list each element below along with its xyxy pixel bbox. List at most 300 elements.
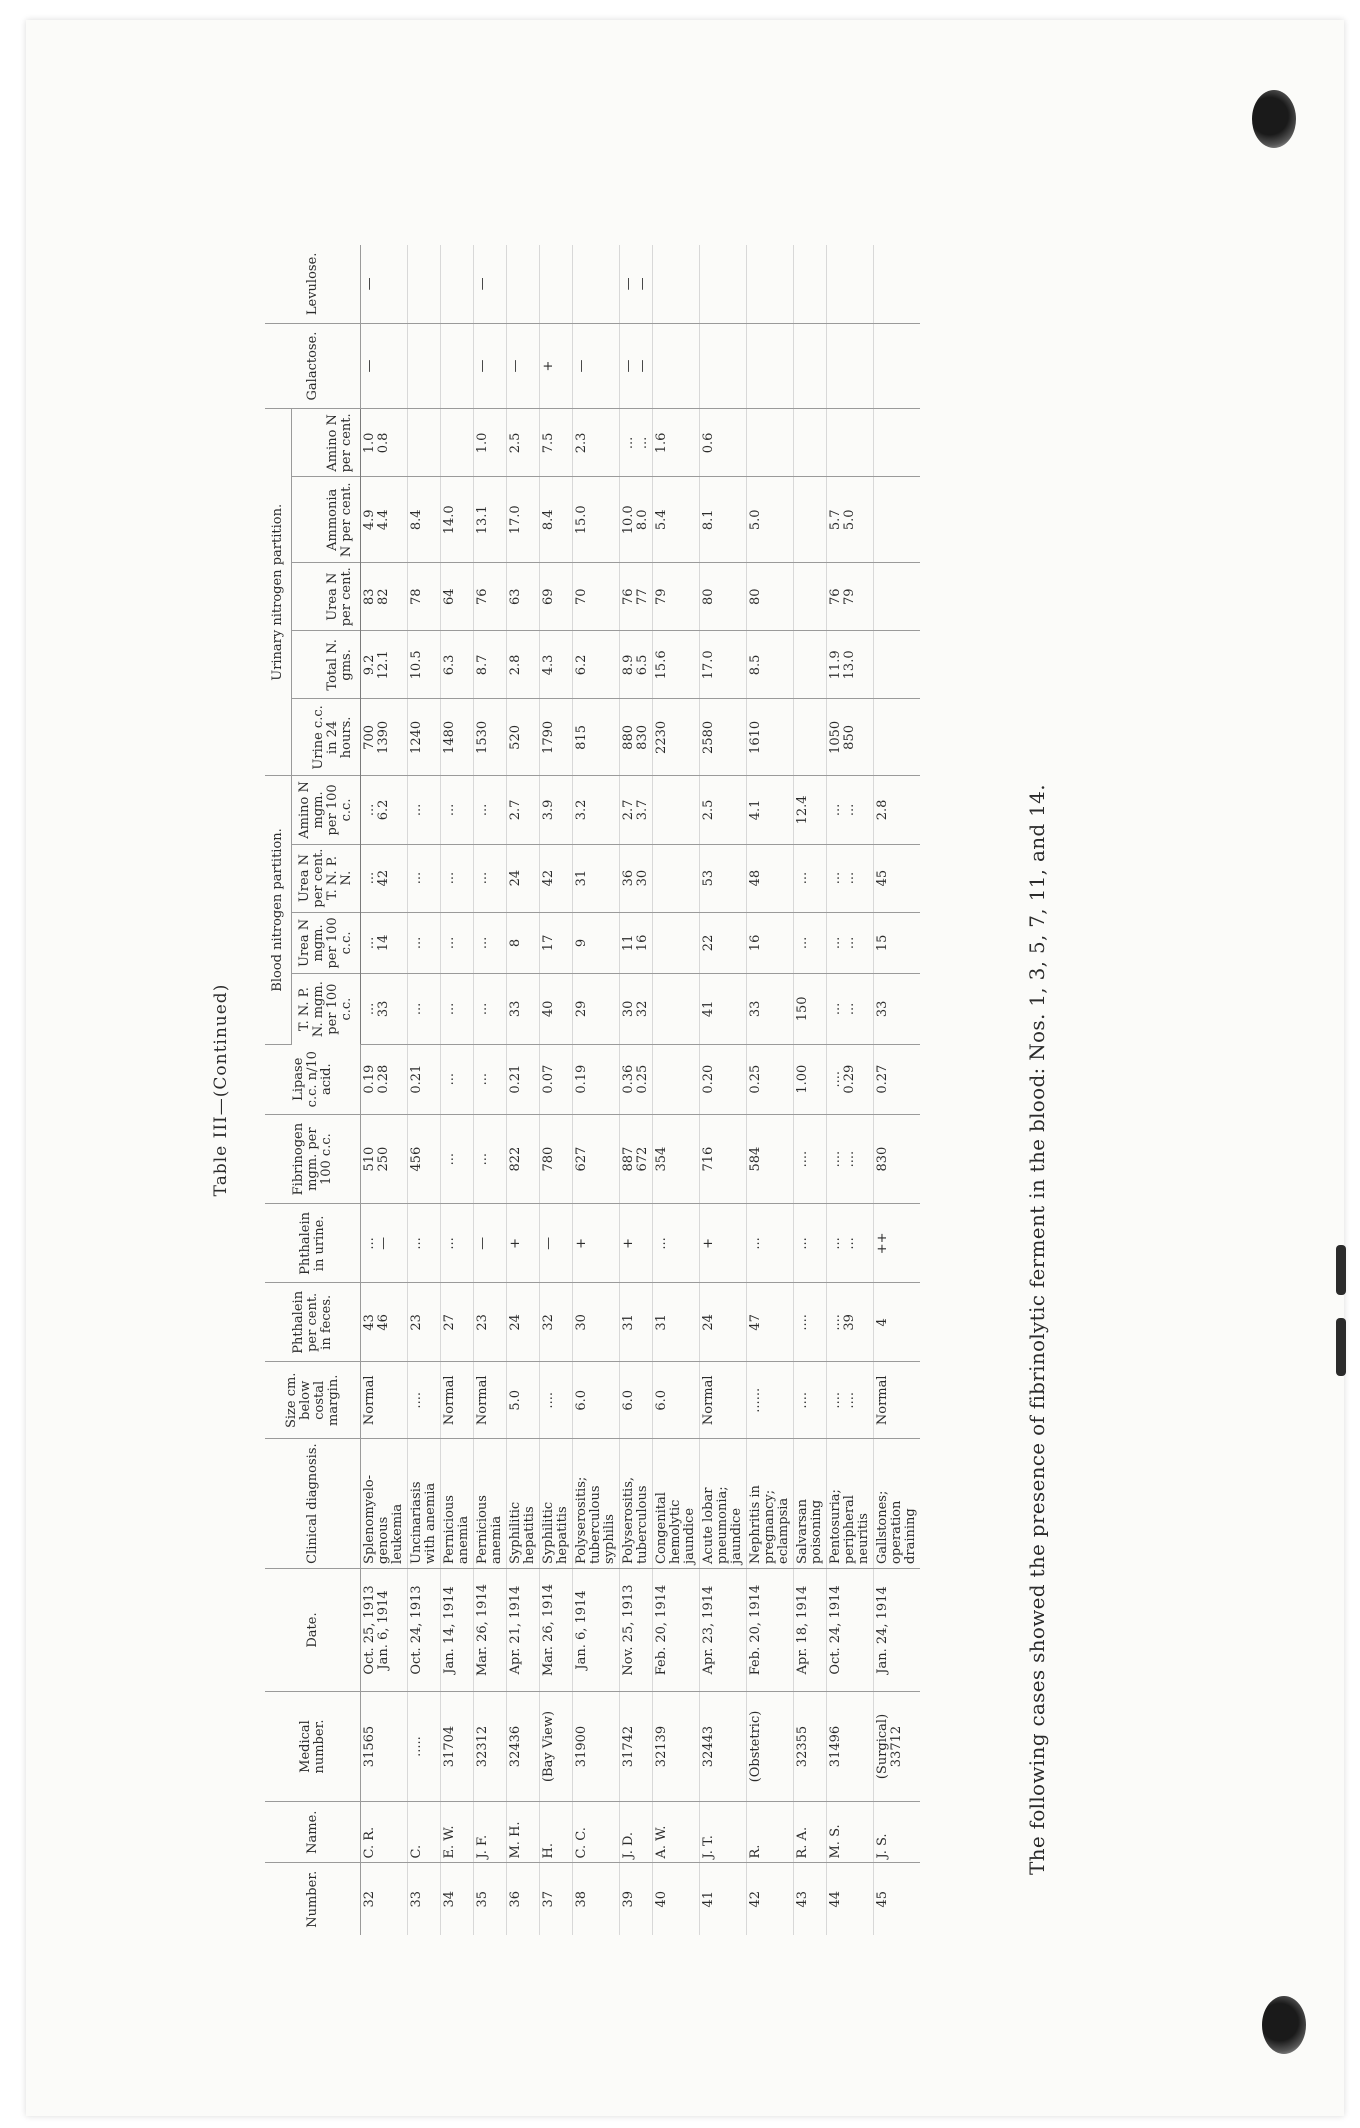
group-blood-nitrogen: Blood nitrogen partition. bbox=[265, 776, 292, 1044]
table-cell: Mar. 26, 1914 bbox=[474, 1568, 507, 1691]
table-cell: ...... bbox=[747, 1362, 794, 1439]
table-cell: ..... bbox=[408, 1692, 441, 1802]
table-cell: Jan. 24, 1914 bbox=[874, 1568, 921, 1691]
table-row bbox=[441, 245, 474, 1935]
table-cell: ... 42 bbox=[361, 844, 408, 912]
table-cell bbox=[747, 323, 794, 409]
table-cell: 53 bbox=[700, 844, 747, 912]
table-cell bbox=[794, 409, 827, 477]
table-cell: 4.1 bbox=[747, 776, 794, 844]
table-cell: ... bbox=[474, 1114, 507, 1204]
table-cell: + bbox=[700, 1204, 747, 1283]
table-cell: (Bay View) bbox=[540, 1692, 573, 1802]
table-cell: 47 bbox=[747, 1283, 794, 1362]
table-cell: 31900 bbox=[573, 1692, 620, 1802]
table-cell: 5.0 bbox=[507, 1362, 540, 1439]
table-header bbox=[265, 245, 361, 1935]
table-cell: Pernicious anemia bbox=[474, 1439, 507, 1569]
table-cell: 76 bbox=[474, 563, 507, 631]
table-cell: 24 bbox=[507, 1283, 540, 1362]
table-cell: 2580 bbox=[700, 699, 747, 776]
col-urea-mgm: Urea N mgm. per 100 c.c. bbox=[292, 912, 361, 974]
table-row bbox=[874, 245, 921, 1935]
table-cell: 33 bbox=[874, 974, 921, 1044]
table-cell: 42 bbox=[747, 1863, 794, 1935]
table-cell: — — bbox=[620, 245, 653, 323]
col-lipase: Lipase c.c. n/10 acid. bbox=[265, 1044, 361, 1114]
table-cell: 6.0 bbox=[573, 1362, 620, 1439]
table-cell: 15 bbox=[874, 912, 921, 974]
table-cell: 780 bbox=[540, 1114, 573, 1204]
table-cell: Apr. 21, 1914 bbox=[507, 1568, 540, 1691]
table-cell: 830 bbox=[874, 1114, 921, 1204]
col-name: Name. bbox=[265, 1801, 361, 1863]
table-row bbox=[653, 245, 700, 1935]
col-amino-pct: Amino N per cent. bbox=[292, 409, 361, 477]
table-cell bbox=[794, 563, 827, 631]
table-row bbox=[408, 245, 441, 1935]
table-cell: 4 bbox=[874, 1283, 921, 1362]
table-row bbox=[507, 245, 540, 1935]
table-cell: Acute lobar pneumonia; jaundice bbox=[700, 1439, 747, 1569]
table-cell: ... ... bbox=[827, 1204, 874, 1283]
table-cell: 38 bbox=[573, 1863, 620, 1935]
table-cell: Syphilitic hepatitis bbox=[540, 1439, 573, 1569]
table-cell: 80 bbox=[747, 563, 794, 631]
col-medical-number: Medical number. bbox=[265, 1692, 361, 1802]
table-cell: J. F. bbox=[474, 1801, 507, 1863]
table-cell bbox=[874, 245, 921, 323]
table-cell: 3.2 bbox=[573, 776, 620, 844]
table-cell: — bbox=[507, 323, 540, 409]
table-cell: Oct. 25, 1913 Jan. 6, 1914 bbox=[361, 1568, 408, 1691]
table-cell: 0.6 bbox=[700, 409, 747, 477]
table-cell: .... 0.29 bbox=[827, 1044, 874, 1114]
table-cell: 37 bbox=[540, 1863, 573, 1935]
table-cell: Syphilitic hepatitis bbox=[507, 1439, 540, 1569]
table-cell: Normal bbox=[441, 1362, 474, 1439]
table-cell: 0.19 0.28 bbox=[361, 1044, 408, 1114]
table-cell: ... bbox=[441, 844, 474, 912]
table-cell bbox=[441, 245, 474, 323]
table-cell bbox=[653, 245, 700, 323]
table-cell: 17.0 bbox=[700, 631, 747, 699]
table-cell: 40 bbox=[540, 974, 573, 1044]
table-cell: — bbox=[540, 1204, 573, 1283]
table-cell: J. T. bbox=[700, 1801, 747, 1863]
table-cell: 83 82 bbox=[361, 563, 408, 631]
table-cell: 0.20 bbox=[700, 1044, 747, 1114]
table-cell: .... bbox=[794, 1362, 827, 1439]
table-cell: ... bbox=[653, 1204, 700, 1283]
table-cell: 15.6 bbox=[653, 631, 700, 699]
table-cell bbox=[540, 245, 573, 323]
table-cell: 27 bbox=[441, 1283, 474, 1362]
table-row bbox=[474, 245, 507, 1935]
table-cell bbox=[827, 323, 874, 409]
table-cell: 11.9 13.0 bbox=[827, 631, 874, 699]
table-cell: C. bbox=[408, 1801, 441, 1863]
table-cell: Pentosuria; peripheral neuritis bbox=[827, 1439, 874, 1569]
table-cell bbox=[408, 245, 441, 323]
table-cell: 31 bbox=[620, 1283, 653, 1362]
table-cell bbox=[874, 631, 921, 699]
col-levulose: Levulose. bbox=[265, 245, 361, 323]
table-cell: 2.8 bbox=[874, 776, 921, 844]
table-cell: + bbox=[507, 1204, 540, 1283]
table-title: Table III—(Continued) bbox=[211, 983, 231, 1197]
table-cell: 33 bbox=[747, 974, 794, 1044]
table-cell bbox=[827, 409, 874, 477]
col-urea-pct-tnpn: Urea N per cent. T. N. P. N. bbox=[292, 844, 361, 912]
table-cell: ... bbox=[474, 1044, 507, 1114]
table-cell: 40 bbox=[653, 1863, 700, 1935]
col-ammonia: Ammonia N per cent. bbox=[292, 477, 361, 563]
table-cell: ... ... bbox=[620, 409, 653, 477]
table-cell: ... 33 bbox=[361, 974, 408, 1044]
table-cell: 36 30 bbox=[620, 844, 653, 912]
table-cell: 9 bbox=[573, 912, 620, 974]
table-row bbox=[827, 245, 874, 1935]
table-cell: 8.4 bbox=[408, 477, 441, 563]
table-cell: 36 bbox=[507, 1863, 540, 1935]
col-amino-mgm: Amino N mgm. per 100 c.c. bbox=[292, 776, 361, 844]
table-cell: + bbox=[540, 323, 573, 409]
table-cell bbox=[874, 699, 921, 776]
table-cell: Feb. 20, 1914 bbox=[653, 1568, 700, 1691]
table-cell: ... bbox=[747, 1204, 794, 1283]
table-cell: 12.4 bbox=[794, 776, 827, 844]
table-cell: — bbox=[474, 1204, 507, 1283]
table-cell: 815 bbox=[573, 699, 620, 776]
table-cell: 887 672 bbox=[620, 1114, 653, 1204]
table-cell: — bbox=[573, 323, 620, 409]
table-cell: 2230 bbox=[653, 699, 700, 776]
table-cell bbox=[874, 409, 921, 477]
table-cell: ... bbox=[441, 1204, 474, 1283]
table-cell: 15.0 bbox=[573, 477, 620, 563]
table-cell: Nephritis in pregnancy; eclampsia bbox=[747, 1439, 794, 1569]
table-cell: .... .... bbox=[827, 1362, 874, 1439]
table-cell: 22 bbox=[700, 912, 747, 974]
table-cell: 31742 bbox=[620, 1692, 653, 1802]
table-cell: 32139 bbox=[653, 1692, 700, 1802]
table-cell: Uncinariasis with anemia bbox=[408, 1439, 441, 1569]
table-cell: R. bbox=[747, 1801, 794, 1863]
col-fibrinogen: Fibrinogen mgm. per 100 c.c. bbox=[265, 1114, 361, 1204]
table-row bbox=[747, 245, 794, 1935]
table-cell: 880 830 bbox=[620, 699, 653, 776]
table-cell: — bbox=[474, 245, 507, 323]
col-size: Size cm. below costal margin. bbox=[265, 1362, 361, 1439]
table-cell: 8.5 bbox=[747, 631, 794, 699]
table-cell: ... bbox=[408, 912, 441, 974]
table-cell: 6.0 bbox=[620, 1362, 653, 1439]
table-cell: 0.27 bbox=[874, 1044, 921, 1114]
table-cell: .... 39 bbox=[827, 1283, 874, 1362]
table-cell: 456 bbox=[408, 1114, 441, 1204]
table-cell: 69 bbox=[540, 563, 573, 631]
table-cell: Polyserositis; tuberculous syphilis bbox=[573, 1439, 620, 1569]
table-cell: ... ... bbox=[827, 776, 874, 844]
table-cell: — — bbox=[620, 323, 653, 409]
col-urine-cc: Urine c.c. in 24 hours. bbox=[292, 699, 361, 776]
table-cell: M. S. bbox=[827, 1801, 874, 1863]
table-cell: 33 bbox=[408, 1863, 441, 1935]
table-cell: ... ... bbox=[827, 844, 874, 912]
data-table bbox=[265, 245, 920, 1935]
table-cell: 2.8 bbox=[507, 631, 540, 699]
table-cell: 0.21 bbox=[507, 1044, 540, 1114]
table-cell: — bbox=[474, 323, 507, 409]
table-cell bbox=[653, 974, 700, 1044]
table-cell: 39 bbox=[620, 1863, 653, 1935]
edge-mark-bottom bbox=[1336, 1318, 1346, 1376]
table-cell: E. W. bbox=[441, 1801, 474, 1863]
table-cell: 48 bbox=[747, 844, 794, 912]
col-number: Number. bbox=[265, 1863, 361, 1935]
table-cell bbox=[653, 323, 700, 409]
table-cell: Oct. 24, 1913 bbox=[408, 1568, 441, 1691]
col-diagnosis: Clinical diagnosis. bbox=[265, 1439, 361, 1569]
table-cell: ++ bbox=[874, 1204, 921, 1283]
table-cell bbox=[874, 563, 921, 631]
table-cell: 1050 850 bbox=[827, 699, 874, 776]
table-cell bbox=[573, 245, 620, 323]
table-cell: 41 bbox=[700, 974, 747, 1044]
col-total-n: Total N. gms. bbox=[292, 631, 361, 699]
table-cell: 43 bbox=[794, 1863, 827, 1935]
table-body bbox=[361, 245, 921, 1935]
table-cell bbox=[747, 245, 794, 323]
table-cell: Gallstones; operation draining bbox=[874, 1439, 921, 1569]
table-cell: ... bbox=[441, 1114, 474, 1204]
table-cell: 2.7 bbox=[507, 776, 540, 844]
table-cell: 354 bbox=[653, 1114, 700, 1204]
table-cell: 7.5 bbox=[540, 409, 573, 477]
table-cell: ... bbox=[408, 844, 441, 912]
table-cell: Congenital hemolytic jaundice bbox=[653, 1439, 700, 1569]
table-cell: 76 79 bbox=[827, 563, 874, 631]
table-cell: (Surgical) 33712 bbox=[874, 1692, 921, 1802]
table-cell: 2.3 bbox=[573, 409, 620, 477]
table-cell: ... bbox=[474, 974, 507, 1044]
table-cell: 31 bbox=[653, 1283, 700, 1362]
table-cell: 8.1 bbox=[700, 477, 747, 563]
table-cell: 30 bbox=[573, 1283, 620, 1362]
table-cell: 30 32 bbox=[620, 974, 653, 1044]
table-cell: 17.0 bbox=[507, 477, 540, 563]
col-galactose: Galactose. bbox=[265, 323, 361, 409]
table-cell: 14.0 bbox=[441, 477, 474, 563]
table-cell: ... ... bbox=[827, 912, 874, 974]
punch-hole-bottom bbox=[1262, 1996, 1306, 2054]
table-cell: ... ... bbox=[827, 974, 874, 1044]
table-cell: 6.0 bbox=[653, 1362, 700, 1439]
table-cell: 42 bbox=[540, 844, 573, 912]
table-cell: 8.9 6.5 bbox=[620, 631, 653, 699]
table-cell: ... bbox=[408, 776, 441, 844]
table-cell: 23 bbox=[474, 1283, 507, 1362]
table-cell bbox=[794, 699, 827, 776]
table-cell: Salvarsan poisoning bbox=[794, 1439, 827, 1569]
table-row bbox=[361, 245, 408, 1935]
table-cell: 584 bbox=[747, 1114, 794, 1204]
table-cell: 24 bbox=[700, 1283, 747, 1362]
table-cell: + bbox=[573, 1204, 620, 1283]
table-cell: 70 bbox=[573, 563, 620, 631]
table-cell: 41 bbox=[700, 1863, 747, 1935]
table-cell: 8.4 bbox=[540, 477, 573, 563]
table-cell: 11 16 bbox=[620, 912, 653, 974]
table-cell: ... bbox=[441, 1044, 474, 1114]
table-cell: Normal bbox=[874, 1362, 921, 1439]
table-cell bbox=[747, 409, 794, 477]
table-cell: 5.0 bbox=[747, 477, 794, 563]
table-cell bbox=[794, 323, 827, 409]
table-cell: 32436 bbox=[507, 1692, 540, 1802]
table-cell bbox=[874, 477, 921, 563]
col-phthalein-feces: Phthalein per cent. in feces. bbox=[265, 1283, 361, 1362]
table-cell: 1480 bbox=[441, 699, 474, 776]
table-cell: 24 bbox=[507, 844, 540, 912]
table-cell: — bbox=[361, 323, 408, 409]
table-cell: Mar. 26, 1914 bbox=[540, 1568, 573, 1691]
table-cell: 510 250 bbox=[361, 1114, 408, 1204]
table-cell: ... bbox=[794, 1204, 827, 1283]
table-cell: .... bbox=[794, 1283, 827, 1362]
table-cell: 79 bbox=[653, 563, 700, 631]
table-cell: ... — bbox=[361, 1204, 408, 1283]
table-cell: 0.21 bbox=[408, 1044, 441, 1114]
table-cell: 63 bbox=[507, 563, 540, 631]
table-cell bbox=[408, 409, 441, 477]
table-cell: 700 1390 bbox=[361, 699, 408, 776]
table-cell: .... bbox=[408, 1362, 441, 1439]
table-cell: 76 77 bbox=[620, 563, 653, 631]
table-cell: ... 6.2 bbox=[361, 776, 408, 844]
table-cell: 80 bbox=[700, 563, 747, 631]
table-cell: — bbox=[361, 245, 408, 323]
table-row bbox=[620, 245, 653, 1935]
table-cell: H. bbox=[540, 1801, 573, 1863]
table-cell: .... .... bbox=[827, 1114, 874, 1204]
table-cell: ... bbox=[794, 912, 827, 974]
table-cell: + bbox=[620, 1204, 653, 1283]
table-cell: 29 bbox=[573, 974, 620, 1044]
table-cell: 5.4 bbox=[653, 477, 700, 563]
table-cell: 1790 bbox=[540, 699, 573, 776]
table-cell bbox=[653, 844, 700, 912]
table-cell: 1530 bbox=[474, 699, 507, 776]
table-cell bbox=[408, 323, 441, 409]
table-cell: 0.36 0.25 bbox=[620, 1044, 653, 1114]
table-cell: 10.0 8.0 bbox=[620, 477, 653, 563]
table-cell: 64 bbox=[441, 563, 474, 631]
table-cell: 32 bbox=[540, 1283, 573, 1362]
punch-hole-top bbox=[1252, 90, 1296, 148]
table-cell: 822 bbox=[507, 1114, 540, 1204]
table-cell: 45 bbox=[874, 1863, 921, 1935]
table-cell bbox=[794, 631, 827, 699]
table-cell bbox=[507, 245, 540, 323]
table-cell: ... bbox=[408, 1204, 441, 1283]
table-row bbox=[573, 245, 620, 1935]
table-cell: 78 bbox=[408, 563, 441, 631]
table-cell bbox=[441, 409, 474, 477]
col-tnpn: T. N. P. N. mgm. per 100 c.c. bbox=[292, 974, 361, 1044]
table-cell: 8 bbox=[507, 912, 540, 974]
table-cell: Oct. 24, 1914 bbox=[827, 1568, 874, 1691]
table-cell: ... bbox=[474, 776, 507, 844]
table-cell: 2.7 3.7 bbox=[620, 776, 653, 844]
table-cell: Polyserositis, tuberculous bbox=[620, 1439, 653, 1569]
table-cell bbox=[794, 477, 827, 563]
table-cell: 44 bbox=[827, 1863, 874, 1935]
table-cell: ... bbox=[441, 776, 474, 844]
table-cell bbox=[441, 323, 474, 409]
table-cell: 627 bbox=[573, 1114, 620, 1204]
table-cell: 1.00 bbox=[794, 1044, 827, 1114]
table-cell: 1240 bbox=[408, 699, 441, 776]
table-cell: 150 bbox=[794, 974, 827, 1044]
table-cell: 716 bbox=[700, 1114, 747, 1204]
table-cell: C. C. bbox=[573, 1801, 620, 1863]
table-cell: 5.7 5.0 bbox=[827, 477, 874, 563]
table-cell: 43 46 bbox=[361, 1283, 408, 1362]
table-cell: 33 bbox=[507, 974, 540, 1044]
table-cell bbox=[874, 323, 921, 409]
table-cell: (Obstetric) bbox=[747, 1692, 794, 1802]
table-cell bbox=[827, 245, 874, 323]
table-cell: Normal bbox=[361, 1362, 408, 1439]
table-cell: Normal bbox=[700, 1362, 747, 1439]
table-cell: 2.5 bbox=[700, 776, 747, 844]
table-cell: 31565 bbox=[361, 1692, 408, 1802]
table-cell: 0.19 bbox=[573, 1044, 620, 1114]
table-cell: ... bbox=[474, 844, 507, 912]
table-cell: 32355 bbox=[794, 1692, 827, 1802]
table-cell: 31 bbox=[573, 844, 620, 912]
table-cell: Normal bbox=[474, 1362, 507, 1439]
edge-mark-top bbox=[1336, 1245, 1346, 1295]
col-phthalein-urine: Phthalein in urine. bbox=[265, 1204, 361, 1283]
table-cell: Jan. 6, 1914 bbox=[573, 1568, 620, 1691]
table-cell: 520 bbox=[507, 699, 540, 776]
table-cell: 1.0 0.8 bbox=[361, 409, 408, 477]
table-cell: ... bbox=[794, 844, 827, 912]
table-row bbox=[794, 245, 827, 1935]
table-cell: 16 bbox=[747, 912, 794, 974]
table-cell: Apr. 18, 1914 bbox=[794, 1568, 827, 1691]
table-cell: A. W. bbox=[653, 1801, 700, 1863]
table-cell: .... bbox=[540, 1362, 573, 1439]
table-cell: ... 14 bbox=[361, 912, 408, 974]
table-cell: 32312 bbox=[474, 1692, 507, 1802]
table-cell: 32 bbox=[361, 1863, 408, 1935]
table-cell: 13.1 bbox=[474, 477, 507, 563]
table-cell: 45 bbox=[874, 844, 921, 912]
table-cell: R. A. bbox=[794, 1801, 827, 1863]
table-cell: 0.25 bbox=[747, 1044, 794, 1114]
table-cell bbox=[700, 323, 747, 409]
table-cell: 3.9 bbox=[540, 776, 573, 844]
table-cell: 8.7 bbox=[474, 631, 507, 699]
rotated-table-stage bbox=[205, 245, 1180, 1935]
table-cell: Splenomyelo- genous leukemia bbox=[361, 1439, 408, 1569]
col-date: Date. bbox=[265, 1568, 361, 1691]
table-cell: 32443 bbox=[700, 1692, 747, 1802]
